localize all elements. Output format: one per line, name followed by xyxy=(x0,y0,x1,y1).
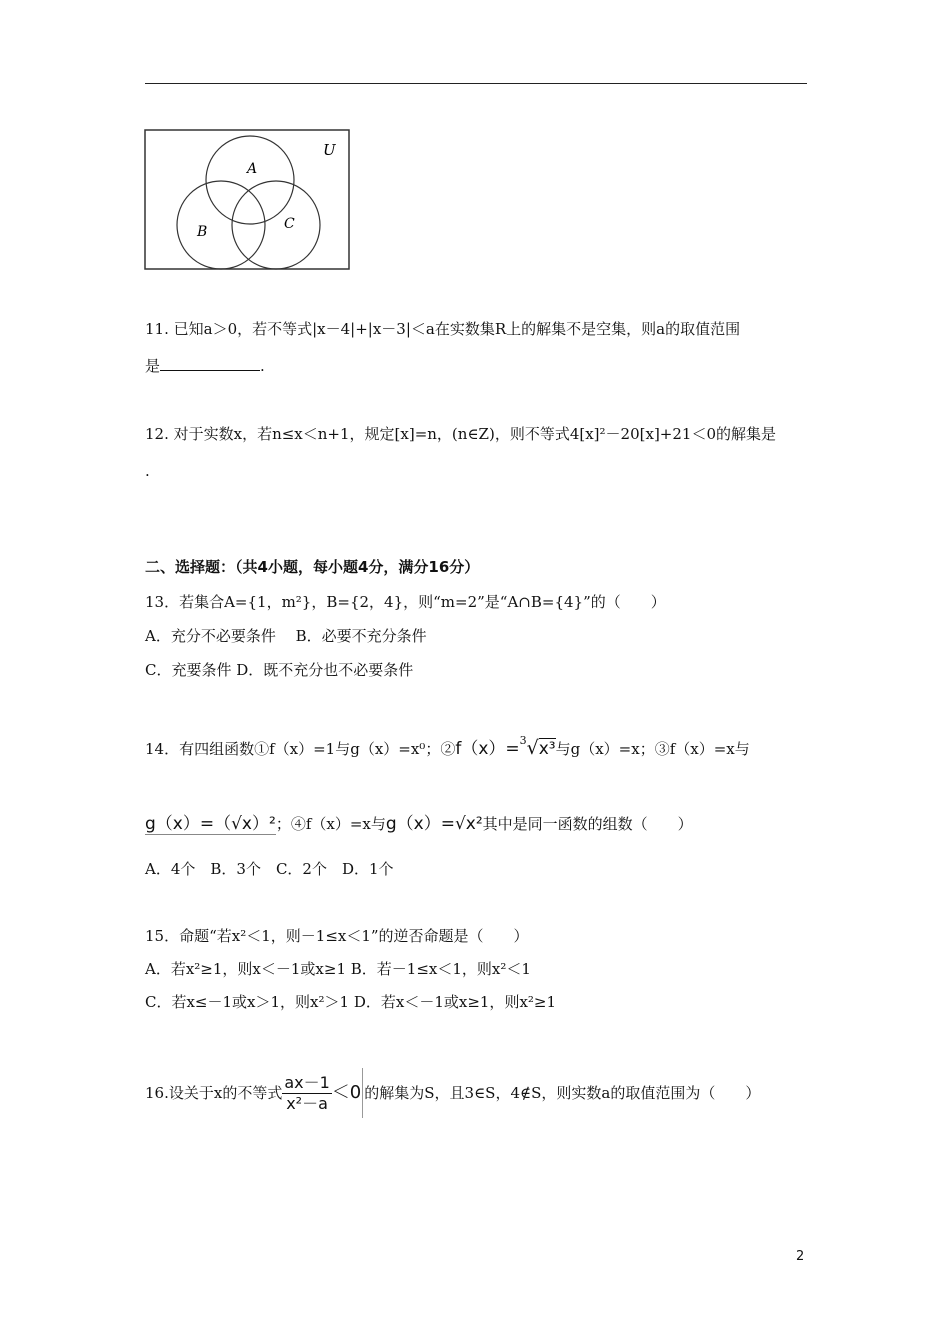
q16-line xyxy=(145,1068,760,1118)
q16-fraction xyxy=(282,1073,331,1114)
venn-label-b: B xyxy=(197,224,208,240)
q14-part2: 与g（x）=x；③f（x）=x与 xyxy=(555,740,750,758)
q14-line1 xyxy=(145,734,750,759)
q14-g4-label: g（x）=√x² xyxy=(385,814,483,834)
page-number: 2 xyxy=(796,1249,805,1264)
q15-options-line1: A．若x²≥1，则x＜－1或x≥1 B．若－1≤x＜1，则x²＜1 xyxy=(145,960,531,978)
q13-stem: 13．若集合A={1，m²}，B={2，4}，则“m=2”是“A∩B={4}”的（ ） xyxy=(145,593,666,611)
q16-suffix: 的解集为S，且3∈S，4∉S，则实数a的取值范围为（ ） xyxy=(364,1084,761,1102)
set-c-circle xyxy=(232,181,320,269)
q14-g3-label: g（x）=（√x）² xyxy=(145,814,276,834)
q14-root-index: 3 xyxy=(519,734,527,747)
q11-line1: 11. 已知a＞0，若不等式|x－4|+|x－3|＜a在实数集R上的解集不是空集，则a的取值范围 xyxy=(145,320,741,338)
q15-stem: 15．命题“若x²＜1，则－1≤x＜1”的逆否命题是（ ） xyxy=(145,927,529,945)
universal-set-box xyxy=(145,130,349,269)
q14-options: A．4个 B．3个 C．2个 D．1个 xyxy=(145,860,394,878)
q13-options-line1: A．充分不必要条件 B．必要不充分条件 xyxy=(145,627,427,645)
venn-label-u: U xyxy=(323,141,336,159)
q12-line2: . xyxy=(145,462,150,480)
q14-radicand: x³ xyxy=(538,739,556,759)
q11-answer-blank xyxy=(160,356,260,371)
q14-part3: ；④f（x）=x与 xyxy=(275,815,386,833)
venn-label-a: A xyxy=(247,161,258,177)
set-b-circle xyxy=(177,181,265,269)
q16-image-edge xyxy=(362,1068,363,1118)
venn-diagram xyxy=(143,128,353,273)
q11-prefix: 是 xyxy=(145,357,161,375)
q16-prefix: 16.设关于x的不等式 xyxy=(145,1084,283,1102)
q12-line1: 12. 对于实数x，若n≤x＜n+1，规定[x]=n，(n∈Z)，则不等式4[x]²－20[x]+21＜0的解集是 xyxy=(145,425,776,443)
q14-part4: 其中是同一函数的组数（ ） xyxy=(482,815,693,833)
q13-options-line2: C．充要条件 D．既不充分也不必要条件 xyxy=(145,661,414,679)
q16-numerator: ax－1 xyxy=(284,1072,330,1092)
q11-line2 xyxy=(145,356,265,376)
header-rule xyxy=(145,83,807,84)
q14-f-label: f（x）= xyxy=(455,739,520,759)
q16-less-than-zero: ＜0 xyxy=(331,1082,362,1103)
q14-part1: 14．有四组函数①f（x）=1与g（x）=x⁰；② xyxy=(145,740,456,758)
q14-line2 xyxy=(145,814,693,834)
q15-options-line2: C．若x≤－1或x＞1，则x²＞1 D．若x＜－1或x≥1，则x²≥1 xyxy=(145,993,557,1011)
venn-label-c: C xyxy=(284,216,295,232)
set-a-circle xyxy=(206,136,294,224)
q14-radical-sign: √ xyxy=(526,737,539,759)
section-heading: 二、选择题：（共4小题，每小题4分，满分16分） xyxy=(145,558,480,576)
q11-suffix: . xyxy=(260,357,265,375)
q16-denominator: x²－a xyxy=(286,1093,328,1113)
